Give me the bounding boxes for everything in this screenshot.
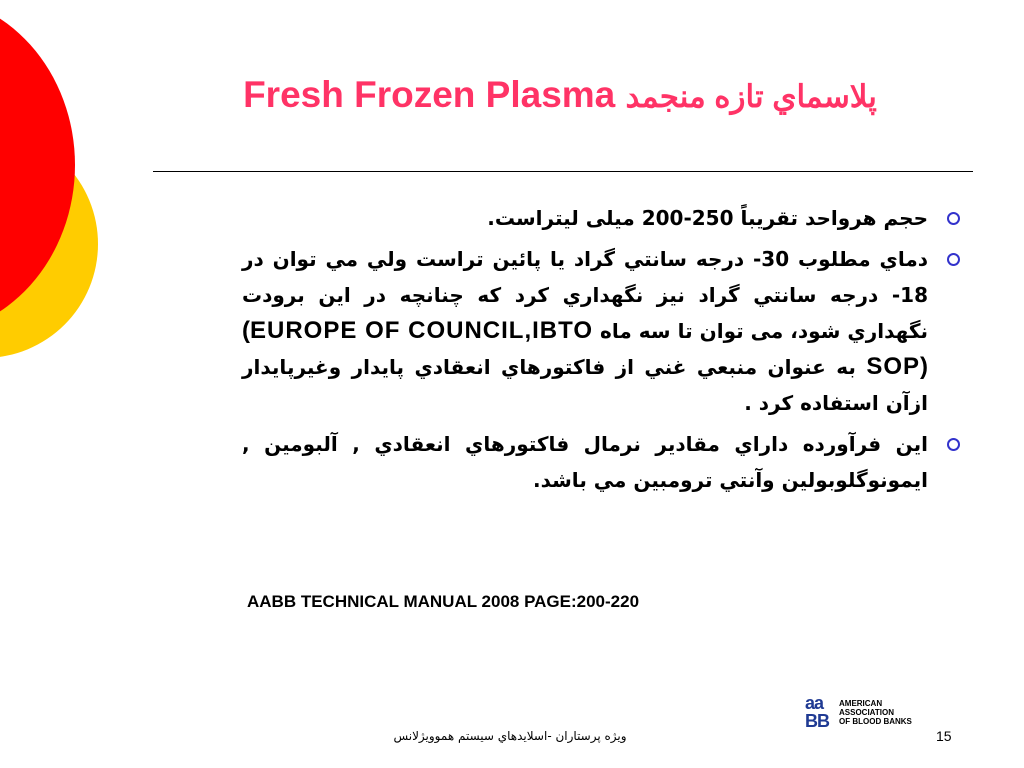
bullet-text: دماي مطلوب 30- درجه سانتي گراد يا پائين تراست ولي مي توان در 18- درجه سانتي گراد نيز نگهداري كرد كه چنانچه در اين برودت نگهداري شود، می توان تا سه ماه bbox=[242, 247, 928, 343]
slide-title-english: Fresh Frozen Plasma bbox=[243, 74, 616, 115]
aabb-logo-line: OF BLOOD BANKS bbox=[839, 717, 912, 726]
bullet-text: اين فرآورده داراي مقادير نرمال فاكتورهاي انعقادي , آلبومين , ايمونوگلوبولين وآنتي ترومبين مي باشد. bbox=[242, 432, 928, 492]
bullet-item bbox=[242, 426, 974, 498]
title-divider bbox=[153, 171, 973, 172]
bullet-item bbox=[242, 241, 974, 421]
aabb-logo-mark bbox=[805, 694, 835, 730]
bullet-circle-icon bbox=[947, 253, 960, 266]
slide-title-persian: پلاسماي تازه منجمد bbox=[625, 79, 877, 114]
bullet-circle-icon bbox=[947, 212, 960, 225]
aabb-logo-mark-top: aa bbox=[805, 693, 824, 713]
bullet-text-continued: به عنوان منبعي غني از فاكتورهاي انعقادي پايدار وغيرپايدار ازآن استفاده كرد . bbox=[242, 355, 928, 415]
bullet-english-text: (EUROPE OF COUNCIL,IBTO SOP) bbox=[242, 317, 928, 380]
aabb-logo-mark-bottom: BB bbox=[805, 711, 829, 731]
page-number: 15 bbox=[936, 728, 952, 744]
aabb-logo-text bbox=[839, 699, 912, 726]
bullet-item bbox=[242, 200, 974, 236]
footer-text: ويژه پرستاران -اسلايدهاي سيستم هموويژلانس bbox=[393, 729, 627, 743]
bullet-list bbox=[242, 200, 974, 503]
aabb-logo-line: ASSOCIATION bbox=[839, 708, 894, 717]
reference-citation: AABB TECHNICAL MANUAL 2008 PAGE:200-220 bbox=[247, 592, 640, 611]
aabb-logo-line: AMERICAN bbox=[839, 699, 883, 708]
bullet-text: حجم هرواحد تقريباً 250-200 میلی لیتراست. bbox=[487, 206, 928, 230]
bullet-circle-icon bbox=[947, 438, 960, 451]
aabb-logo bbox=[805, 694, 915, 730]
slide-title bbox=[150, 70, 970, 122]
